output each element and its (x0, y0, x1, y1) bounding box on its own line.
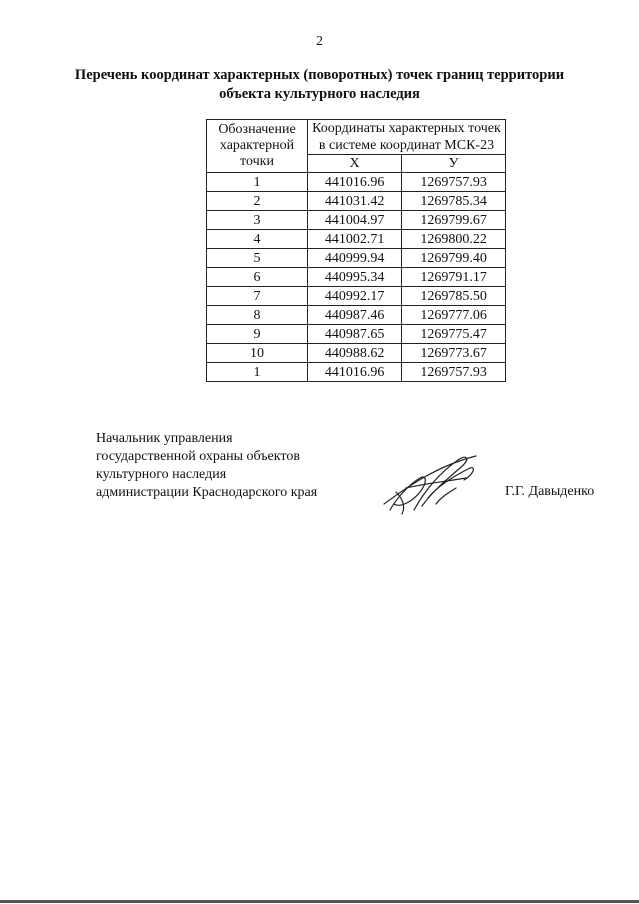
cell-y: 1269799.40 (402, 249, 506, 268)
cell-x: 441031.42 (308, 192, 402, 211)
document-title-line-2: объекта культурного наследия (219, 86, 420, 102)
header-coordinates: Координаты характерных точек в системе координат МСК-23 (308, 120, 506, 155)
cell-x: 440999.94 (308, 249, 402, 268)
signer-name: Г.Г. Давыденко (505, 484, 595, 499)
cell-y: 1269773.67 (402, 344, 506, 363)
cell-x: 440987.46 (308, 306, 402, 325)
header-point-designation: Обозначение характерной точки (207, 120, 308, 173)
cell-point: 9 (207, 325, 308, 344)
table-row (207, 211, 506, 230)
table-row (207, 192, 506, 211)
cell-y: 1269791.17 (402, 268, 506, 287)
cell-x: 440992.17 (308, 287, 402, 306)
handwritten-signature (376, 448, 486, 520)
cell-y: 1269785.50 (402, 287, 506, 306)
signature-title-block (96, 430, 317, 502)
header-y: У (402, 155, 506, 173)
header-x: X (308, 155, 402, 173)
cell-point: 1 (207, 173, 308, 192)
cell-x: 440995.34 (308, 268, 402, 287)
cell-x: 441016.96 (308, 363, 402, 382)
position-line-4: администрации Краснодарского края (96, 485, 318, 500)
cell-point: 5 (207, 249, 308, 268)
table-row (207, 325, 506, 344)
cell-point: 1 (207, 363, 308, 382)
coordinates-table (206, 119, 506, 382)
table-row (207, 268, 506, 287)
table-row (207, 249, 506, 268)
cell-point: 4 (207, 230, 308, 249)
cell-y: 1269799.67 (402, 211, 506, 230)
cell-y: 1269757.93 (402, 363, 506, 382)
table-row (207, 306, 506, 325)
cell-point: 6 (207, 268, 308, 287)
document-title-line-1: Перечень координат характерных (поворотных) точек границ территории (74, 67, 565, 83)
table-row (207, 173, 506, 192)
position-line-1: Начальник управления (96, 431, 233, 446)
page-number: 2 (316, 34, 323, 49)
table-row (207, 287, 506, 306)
table-row (207, 344, 506, 363)
scan-edge-line (0, 900, 639, 903)
cell-x: 441004.97 (308, 211, 402, 230)
table-row (207, 363, 506, 382)
table-row (207, 230, 506, 249)
cell-x: 440988.62 (308, 344, 402, 363)
cell-point: 8 (207, 306, 308, 325)
cell-y: 1269777.06 (402, 306, 506, 325)
document-title (40, 66, 599, 104)
cell-x: 441002.71 (308, 230, 402, 249)
cell-y: 1269757.93 (402, 173, 506, 192)
cell-point: 2 (207, 192, 308, 211)
cell-point: 3 (207, 211, 308, 230)
cell-point: 10 (207, 344, 308, 363)
coordinates-table-body (207, 173, 506, 382)
cell-x: 441016.96 (308, 173, 402, 192)
cell-y: 1269800.22 (402, 230, 506, 249)
cell-point: 7 (207, 287, 308, 306)
position-line-3: культурного наследия (96, 467, 227, 482)
position-line-2: государственной охраны объектов (96, 449, 300, 464)
cell-y: 1269775.47 (402, 325, 506, 344)
cell-y: 1269785.34 (402, 192, 506, 211)
cell-x: 440987.65 (308, 325, 402, 344)
